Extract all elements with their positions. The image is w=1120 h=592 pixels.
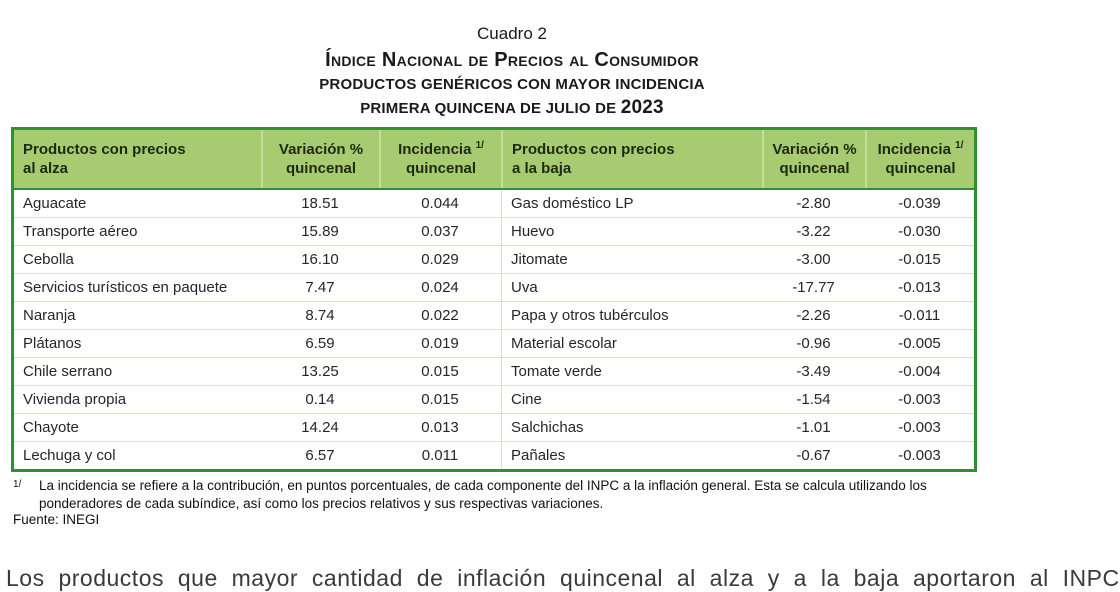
- table-row: [502, 190, 974, 218]
- table-row: [14, 386, 501, 414]
- table-row: [502, 302, 974, 330]
- main-title: Índice Nacional de Precios al Consumidor: [325, 49, 699, 71]
- header-incidence-down: Incidencia $^{1/}$ quincenal: [865, 130, 974, 188]
- table-row: [502, 274, 974, 302]
- variation-cell: -2.26: [796, 307, 831, 325]
- variation-cell: -0.96: [796, 335, 831, 353]
- variation-cell: -3.22: [796, 223, 831, 241]
- footnote-marker: 1/: [475, 140, 484, 151]
- header-products-up: Productos con precios al alza: [23, 141, 186, 178]
- period-title: [0, 97, 1024, 119]
- incidence-cell: 0.015: [421, 363, 459, 381]
- table-row: [14, 358, 501, 386]
- product-cell: Naranja: [23, 307, 76, 325]
- incidence-cell: 0.013: [421, 419, 459, 437]
- header-products-down: Productos con precios a la baja: [501, 130, 762, 188]
- product-cell: Cebolla: [23, 251, 74, 269]
- variation-cell: -1.01: [796, 419, 831, 437]
- source-line: Fuente: INEGI: [13, 512, 100, 527]
- footnote-marker: 1/: [955, 140, 964, 151]
- incidence-cell: 0.011: [421, 447, 459, 465]
- clipped-bottom-paragraph: Los productos que mayor cantidad de inflación quincenal al alza y a la baja aportaron al INPC: [6, 565, 1120, 591]
- footnote-text: La incidencia se refiere a la contribución, en puntos porcentuales, de cada componente del INPC a la inflación general. Esta se calcula utilizando los ponderadores de cada subíndice, así como los precios relativos y sus respectivas variaciones.: [39, 478, 927, 511]
- period-text: PRIMERA QUINCENA DE JULIO DE: [360, 100, 621, 117]
- incidence-cell: -0.039: [898, 195, 941, 213]
- product-cell: Cine: [511, 391, 542, 409]
- product-cell: Material escolar: [511, 335, 617, 353]
- incidence-cell: 0.019: [421, 335, 459, 353]
- table-header-row: [14, 130, 974, 190]
- product-cell: Aguacate: [23, 195, 87, 213]
- footnote-marker: 1/: [13, 479, 22, 490]
- product-cell: Uva: [511, 279, 538, 297]
- table-row: [14, 330, 501, 358]
- incidence-cell: 0.022: [421, 307, 459, 325]
- product-cell: Jitomate: [511, 251, 568, 269]
- header-variation-up: Variación % quincenal: [261, 130, 379, 188]
- variation-cell: 14.24: [301, 419, 339, 437]
- incidence-cell: -0.013: [898, 279, 941, 297]
- table-row: [14, 218, 501, 246]
- incidence-cell: -0.003: [898, 391, 941, 409]
- variation-cell: 15.89: [301, 223, 339, 241]
- inpc-incidence-table: [11, 127, 977, 472]
- header-variation-down: Variación % quincenal: [762, 130, 865, 188]
- table-row: [502, 218, 974, 246]
- table-row: [502, 442, 974, 469]
- header-incidence-up: Incidencia $^{1/}$ quincenal: [379, 130, 501, 188]
- table-row: [14, 442, 501, 469]
- table-row: [14, 274, 501, 302]
- incidence-cell: 0.024: [421, 279, 459, 297]
- incidence-cell: -0.005: [898, 335, 941, 353]
- table-number-title: Cuadro 2: [477, 24, 547, 43]
- product-cell: Papa y otros tubérculos: [511, 307, 669, 325]
- product-cell: Huevo: [511, 223, 555, 241]
- product-cell: Plátanos: [23, 335, 82, 353]
- product-cell: Transporte aéreo: [23, 223, 138, 241]
- table-row: [502, 246, 974, 274]
- product-cell: Pañales: [511, 447, 566, 465]
- variation-cell: 6.59: [305, 335, 335, 353]
- table-row: [14, 414, 501, 442]
- variation-cell: -1.54: [796, 391, 831, 409]
- variation-cell: 7.47: [305, 279, 335, 297]
- variation-cell: 13.25: [301, 363, 339, 381]
- header-half-down: [501, 130, 974, 188]
- variation-cell: -3.00: [796, 251, 831, 269]
- table-body: [14, 190, 974, 469]
- incidence-cell: -0.003: [898, 419, 941, 437]
- incidence-cell: -0.015: [898, 251, 941, 269]
- product-cell: Gas doméstico LP: [511, 195, 634, 213]
- variation-cell: 6.57: [305, 447, 335, 465]
- table-row: [502, 358, 974, 386]
- variation-cell: -0.67: [796, 447, 831, 465]
- table-row: [14, 246, 501, 274]
- incidence-cell: 0.029: [421, 251, 459, 269]
- product-cell: Vivienda propia: [23, 391, 127, 409]
- table-row: [502, 330, 974, 358]
- table-row: [14, 302, 501, 330]
- product-cell: Servicios turísticos en paquete: [23, 279, 228, 297]
- incidence-cell: -0.004: [898, 363, 941, 381]
- title-block: [0, 24, 1024, 119]
- table-body-up: [14, 190, 501, 469]
- variation-cell: 8.74: [305, 307, 335, 325]
- incidence-cell: -0.030: [898, 223, 941, 241]
- variation-cell: -3.49: [796, 363, 831, 381]
- variation-cell: 0.14: [305, 391, 335, 409]
- footnote: [13, 477, 988, 513]
- table-row: [14, 190, 501, 218]
- table-row: [502, 414, 974, 442]
- variation-cell: 18.51: [301, 195, 339, 213]
- variation-cell: -17.77: [792, 279, 835, 297]
- incidence-cell: -0.003: [898, 447, 941, 465]
- variation-cell: 16.10: [301, 251, 339, 269]
- incidence-cell: 0.044: [421, 195, 459, 213]
- product-cell: Chile serrano: [23, 363, 113, 381]
- incidence-cell: 0.015: [421, 391, 459, 409]
- table-row: [502, 386, 974, 414]
- period-year: 2023: [620, 97, 664, 118]
- product-cell: Tomate verde: [511, 363, 602, 381]
- subtitle: PRODUCTOS GENÉRICOS CON MAYOR INCIDENCIA: [319, 76, 705, 93]
- product-cell: Chayote: [23, 419, 79, 437]
- product-cell: Salchichas: [511, 419, 584, 437]
- variation-cell: -2.80: [796, 195, 831, 213]
- header-half-up: [14, 130, 501, 188]
- table-body-down: [501, 190, 974, 469]
- incidence-cell: -0.011: [898, 307, 941, 325]
- incidence-cell: 0.037: [421, 223, 459, 241]
- product-cell: Lechuga y col: [23, 447, 116, 465]
